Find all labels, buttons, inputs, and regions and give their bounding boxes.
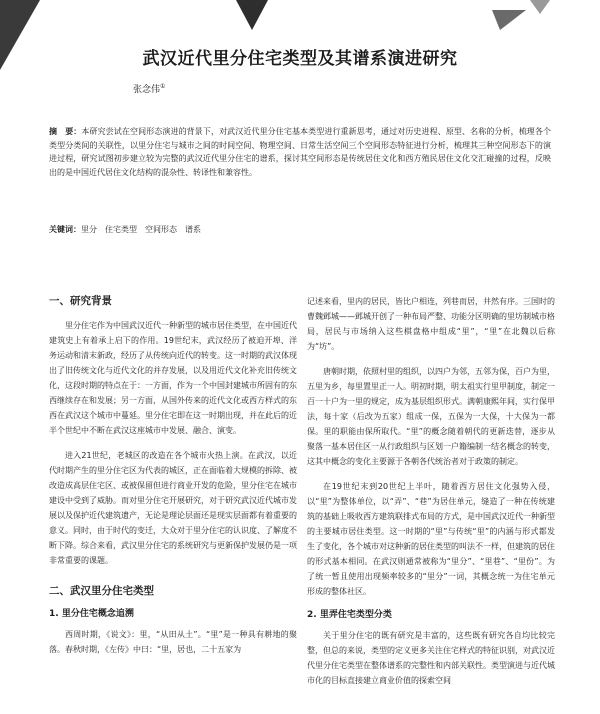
author-line [133, 82, 165, 95]
section-heading-types: 二、武汉里分住宅类型 [49, 585, 154, 597]
decorative-triangle-top-center [236, 0, 268, 30]
subsection-heading-concept: 1. 里分住宅概念追溯 [49, 609, 134, 619]
keywords-label: 关键词： [49, 225, 81, 234]
decorative-triangle-top-right-small [530, 0, 550, 14]
paragraph: 唐朝时期，依照村里的组织，以四户为邻，五邻为保，百户为里，五里为乡，每里置里正一人。明初时期，明太祖实行里甲制度，制定一百一十户为一里的规定，成为基层组织形式。满朝康熙年间，实行保甲法，每十家（后改为五家）组成一保，五保为一大保，十大保为一都保。里的职能由保所取代。“里”的概念随着朝代的更新迭替，逐步从聚落一基本居住区一从行政组织与区划一户籍编制一结名概念的转变，这其中概念的变化主要源于各朝各代统治者对于政策的制定。 [307, 367, 555, 466]
abstract-block [49, 125, 551, 179]
paragraph: 西周时期，《说文》：里，“从田从土”。“里”是一种具有耕地的聚落。春秋时期，《左传》中曰：“里，居也，二十五家为 [49, 630, 297, 654]
right-column [307, 294, 555, 698]
decorative-triangle-top-right [492, 10, 526, 30]
paragraph: 进入21世纪，老城区的改造在各个城市火热上演。在武汉，以近代时期产生的里分住宅区为代表的城区，正在面临着大规模的拆除、被改造成高层住宅区、或被保留但进行商业开发的危险，里分住宅在城市建设中受到了威胁。而对里分住宅开展研究，对于研究武汉近代城市发展以及保护近代建筑遗产，无论是理论层面还是现实层面都有着重要的意义。同时，由于时代的变迁，大众对于里分住宅的认识度、了解度不断下降。综合来看，武汉里分住宅的系统研究与更新保护发展仍是一项非常重要的课题。 [49, 451, 297, 565]
left-column [49, 294, 297, 667]
paragraph: 里分住宅作为中国武汉近代一种新型的城市居住类型，在中国近代建筑史上有着承上启下的作用。19世纪末，武汉经历了被迫开埠、洋务运动和清末新政，经历了从传统向近代的转变。这一时期的武汉体现出了旧传统文化与近代文化的并存发展，以及用近代文化补充旧传统文化，这段时期的特点在于：一方面，作为一个中国封建城市所固有的东西继续存在和发展；另一方面，从国外传来的近代文化或西方样式的东西在武汉这个城市中蔓延。里分住宅即在这一时期出现，并在此后的近半个世纪中不断在武汉这座城市中发展、融合、演变。 [49, 321, 297, 435]
keywords-block [49, 224, 551, 235]
paper-title: 武汉近代里分住宅类型及其谱系演进研究 [142, 49, 458, 69]
paragraph: 记述来看，里内的居民，皆比户相连，列巷而居，井然有序。三国时的曹魏邺城——邺城开创了一种布局严整、功能分区明确的里坊制城市格局，居民与市场纳入这些棋盘格中组成“里”，“里”在北魏以后称为“坊”。 [307, 297, 555, 351]
subsection-heading-classification: 2. 里弄住宅类型分类 [307, 610, 392, 620]
author-name: 张念伟 [133, 85, 161, 95]
section-heading-background: 一、研究背景 [49, 295, 112, 307]
author-footnote-mark: ① [160, 83, 166, 90]
paragraph: 在19世纪末到20世纪上半叶，随着西方居住文化强势入侵，以“里”为整体单位，以“弄”、“巷”为居住单元，缝造了一种在传统建筑的基础上吸收西方建筑联排式布局的方式，是中国武汉近代一种新型的主要城市居住类型。这一时期的“里”与传统“里”的内涵与形式都发生了变化，各个城市对这种新的居住类型的叫法不一样，但建筑的居住的形式基本相同。在武汉则通常被称为“里分”、“里巷”、“里份”。为了统一暂且使用出现频率较多的“里分”一词，其概念统一为住宅单元形成的整体社区。 [307, 482, 555, 596]
keywords-text: 里分 住宅类型 空间形态 谱系 [81, 225, 201, 234]
abstract-text: 本研究尝试在空间形态演进的背景下，对武汉近代里分住宅基本类型进行重新思考，通过对历史进程、原型、名称的分析，梳理各个类型分类间的关联性，以里分住宅与城市之间的时间空间、物理空间、日常生活空间三个空间形态特征进行分析，梳理其三种空间形态下的演进过程，研究试图初步建立较为完整的武汉近代里分住宅的谱系，探讨其空间形态是传统居住文化和西方殖民居住文化交汇碰撞的过程，反映出的是中国近代居住文化结构的混杂性、转译性和兼容性。 [49, 127, 552, 177]
paragraph: 关于里分住宅的既有研究是丰富的，这些既有研究各自均比较完整，但总的来说，类型的定义更多关注住宅样式的特征识别，对武汉近代里分住宅类型在整体谱系的完整性和内部关联性。类型演进与近代城市化的目标直接建立商业价值的探索空间 [307, 631, 555, 685]
abstract-label: 摘 要： [49, 127, 82, 136]
